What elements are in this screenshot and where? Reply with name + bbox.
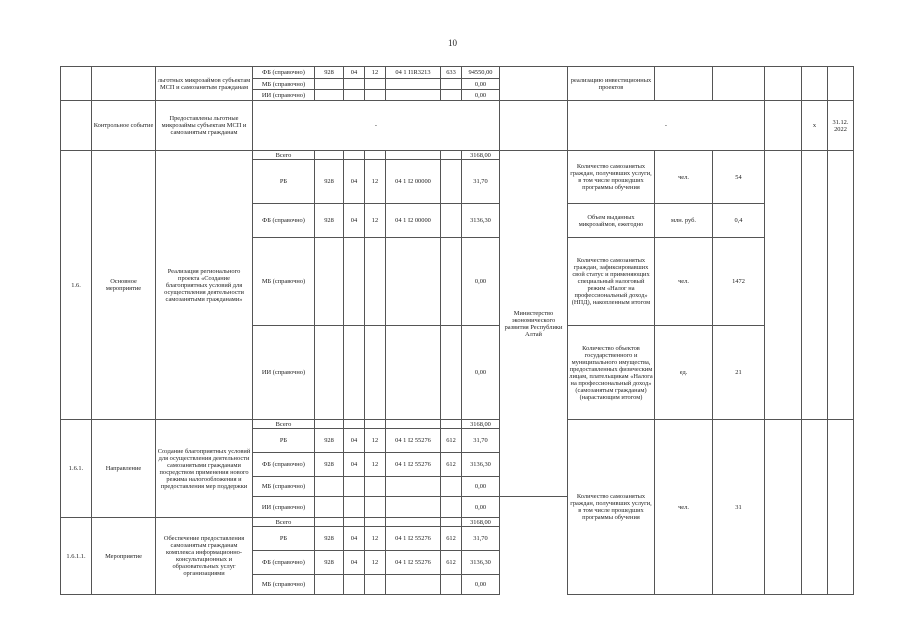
num-cell: 1.6. [61,151,92,420]
table-row: МБ (справочно) 0,00 Количество самозанятых граждан, зафиксировавших свой статус и применяющих специальный налоговый режим «Налог на профессиональный доход» (НПД), накопленным итогом чел. 1472 [61,238,854,326]
table-row: МБ (справочно) 0,00 [61,575,854,595]
type-cell: Направление [92,420,156,518]
table-row: ФБ (справочно) 928 04 12 04 1 I2 55276 612 3136,30 [61,551,854,575]
table-row-control-event: Контрольное событие Предоставлены льготные микрозаймы субъектам МСП и самозанятым гражданам - - х 31.12. 2022 [61,101,854,151]
program-table [60,66,854,595]
type-cell [92,67,156,101]
page-number: 10 [448,38,457,48]
type-cell: Мероприятие [92,518,156,595]
name-cell: Обеспечение предоставления самозанятым гражданам комплекса информационно-консультационных и образовательных услуг организациями [156,518,253,595]
indicator-cell: Количество самозанятых граждан, получивших услуги, в том числе прошедших программы обучения [568,420,655,595]
table-row-total: 1.6.1. Направление Создание благоприятных условий для осуществления деятельности самозанятыми гражданами посредством применения нового режима налогообложения и предоставления мер поддержки Всего 3168,00 Количество самозанятых граждан, получивших услуги, в том числе прошедших программы обучения чел. 31 [61,420,854,429]
table-row: МБ (справочно) 0,00 [61,477,854,497]
name-cell: льготных микрозаймов субъектам МСП и самозанятым гражданам [156,67,253,101]
table-row: ФБ (справочно) 928 04 12 04 1 I2 55276 612 3136,30 [61,453,854,477]
executor-cell [500,67,568,101]
table-row: РБ 928 04 12 04 1 I2 00000 31,70 [61,160,854,204]
table-row: РБ 928 04 12 04 1 I2 55276 612 31,70 [61,429,854,453]
indicator-cell: реализацию инвестиционных проектов [568,67,655,101]
name-cell: Создание благоприятных условий для осуществления деятельности самозанятыми гражданами посредством применения нового режима налогообложения и предоставления мер поддержки [156,420,253,518]
type-cell: Контрольное событие [92,101,156,151]
table-row: ИИ (справочно) 0,00 [61,497,854,518]
table-row-total: 1.6.1.1. Мероприятие Обеспечение предоставления самозанятым гражданам комплекса информационно-консультационных и образовательных услуг организациями Всего 3168,00 [61,518,854,527]
num-cell: 1.6.1. [61,420,92,518]
table-row-total: 1.6. Основное мероприятие Реализация регионального проекта «Создание благоприятных условий для осуществления деятельности самозанятыми гражданами» Всего 3168,00 Министерство экономического развития Республики Алтай Количество самозанятых граждан, получивших услуги, в том числе прошедших программы обучения чел. 54 [61,151,854,160]
name-cell: Реализация регионального проекта «Создание благоприятных условий для осуществления деятельности самозанятыми гражданами» [156,151,253,420]
name-cell: Предоставлены льготные микрозаймы субъектам МСП и самозанятым гражданам [156,101,253,151]
table-row: ИИ (справочно) 0,00 Количество объектов государственного и муниципального имущества, предоставленных физическим лицам, плательщикам «Налога на профессиональный доход» (самозанятым гражданам) (нарастающим итогом) ед. 21 [61,326,854,420]
table-row: ИИ (справочно) 0,00 [61,90,854,101]
table-row: МБ (справочно) 0,00 [61,79,854,90]
num-cell [61,67,92,101]
table-row: РБ 928 04 12 04 1 I2 55276 612 31,70 [61,527,854,551]
num-cell: 1.6.1.1. [61,518,92,595]
table-row: ФБ (справочно) 928 04 12 04 1 I2 00000 3136,30 Объем выданных микрозаймов, ежегодно млн. руб. 0,4 [61,204,854,238]
table-row: льготных микрозаймов субъектам МСП и самозанятым гражданам ФБ (справочно) 928 04 12 04 1 I1R3213 633 94550,00 реализацию инвестиционных проектов [61,67,854,79]
type-cell: Основное мероприятие [92,151,156,420]
executor-cell: Министерство экономического развития Республики Алтай [500,151,568,497]
